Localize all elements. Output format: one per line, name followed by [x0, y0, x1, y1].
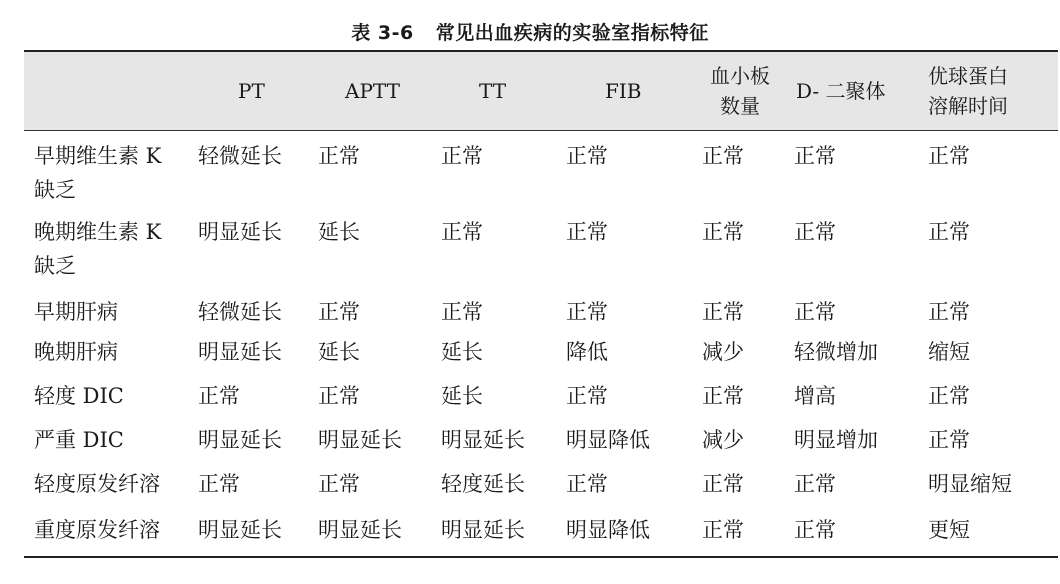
row-disease-label: 轻度 DIC — [34, 383, 124, 408]
header-label: 血小板 — [710, 64, 770, 88]
lab-indicator-table — [24, 50, 1058, 558]
table-cell: 正常 — [702, 299, 744, 324]
table-cell: 明显增加 — [794, 427, 878, 452]
table-cell: 明显延长 — [198, 339, 282, 364]
table-row — [24, 287, 1058, 331]
header-label: PT — [238, 79, 265, 103]
header-label: TT — [479, 79, 507, 103]
table-cell: 明显缩短 — [928, 471, 1012, 496]
header-label: FIB — [605, 79, 642, 103]
table-title: 常见出血疾病的实验室指标特征 — [435, 22, 709, 44]
header-fib — [562, 51, 688, 131]
table-cell: 正常 — [794, 219, 836, 244]
table-cell: 正常 — [928, 383, 970, 408]
table-cell: 正常 — [566, 471, 608, 496]
table-cell: 正常 — [928, 219, 970, 244]
table-cell: 正常 — [794, 299, 836, 324]
table-cell: 正常 — [688, 507, 792, 557]
header-euglobulin-lysis-time — [918, 51, 1058, 131]
table-cell: 明显降低 — [566, 427, 650, 452]
table-cell: 缩短 — [928, 339, 970, 364]
header-label: D- 二聚体 — [796, 79, 886, 103]
table-row — [24, 507, 1058, 557]
table-cell: 正常 — [792, 507, 918, 557]
table-cell: 明显延长 — [318, 507, 441, 557]
table-cell: 正常 — [318, 383, 360, 408]
table-cell: 延长 — [441, 339, 483, 364]
table-cell: 轻度延长 — [441, 471, 525, 496]
row-disease-label: 早期维生素 K 缺乏 — [34, 144, 162, 202]
table-cell: 正常 — [702, 471, 744, 496]
row-disease-label: 晚期肝病 — [34, 339, 118, 364]
header-blank — [24, 51, 198, 131]
table-cell: 正常 — [928, 299, 970, 324]
row-disease-label: 严重 DIC — [34, 427, 124, 452]
table-cell: 轻微延长 — [198, 299, 282, 324]
table-cell: 延长 — [318, 339, 360, 364]
table-container — [24, 50, 1058, 558]
table-cell: 正常 — [441, 219, 483, 244]
table-cell: 正常 — [702, 219, 744, 244]
table-body — [24, 131, 1058, 557]
table-cell: 延长 — [441, 383, 483, 408]
table-cell: 明显延长 — [198, 507, 318, 557]
table-row — [24, 209, 1058, 287]
table-cell: 正常 — [441, 299, 483, 324]
table-cell: 轻微增加 — [794, 339, 878, 364]
table-cell: 明显延长 — [198, 427, 282, 452]
header-d-dimer — [792, 51, 918, 131]
table-cell: 延长 — [318, 219, 360, 244]
table-caption — [0, 18, 1060, 45]
table-row — [24, 375, 1058, 419]
header-platelet-count — [688, 51, 792, 131]
table-cell: 明显延长 — [198, 219, 282, 244]
table-cell: 正常 — [566, 383, 608, 408]
table-cell: 增高 — [794, 383, 836, 408]
row-disease-label: 晚期维生素 K 缺乏 — [34, 219, 162, 278]
table-row — [24, 331, 1058, 375]
table-cell: 正常 — [318, 471, 360, 496]
table-cell: 正常 — [198, 471, 240, 496]
table-cell: 减少 — [702, 339, 744, 364]
table-cell: 减少 — [702, 427, 744, 452]
table-row — [24, 419, 1058, 463]
table-cell: 明显延长 — [441, 427, 525, 452]
header-tt — [441, 51, 562, 131]
table-cell: 正常 — [318, 299, 360, 324]
table-cell: 正常 — [566, 144, 608, 168]
table-header-row — [24, 51, 1058, 131]
header-label: 优球蛋白 — [928, 64, 1008, 88]
table-cell: 正常 — [794, 471, 836, 496]
table-cell: 正常 — [702, 383, 744, 408]
table-cell: 降低 — [566, 339, 608, 364]
row-disease-label: 轻度原发纤溶 — [34, 471, 160, 496]
table-cell: 正常 — [318, 144, 360, 168]
header-aptt — [318, 51, 441, 131]
table-cell: 正常 — [702, 144, 744, 168]
header-pt — [198, 51, 318, 131]
table-cell: 明显降低 — [562, 507, 688, 557]
header-label: 数量 — [720, 94, 760, 118]
table-row — [24, 463, 1058, 507]
table-cell: 明显延长 — [441, 507, 562, 557]
table-cell: 正常 — [566, 219, 608, 244]
row-disease-label: 重度原发纤溶 — [24, 507, 198, 557]
table-cell: 轻微延长 — [198, 144, 282, 168]
table-cell: 正常 — [441, 144, 483, 168]
table-cell: 正常 — [928, 144, 970, 168]
table-cell: 正常 — [794, 144, 836, 168]
table-cell: 更短 — [918, 507, 1058, 557]
table-row — [24, 131, 1058, 209]
table-number: 表 3-6 — [351, 22, 414, 44]
header-label: APTT — [345, 79, 400, 103]
table-cell: 正常 — [566, 299, 608, 324]
row-disease-label: 早期肝病 — [34, 299, 118, 324]
table-cell: 正常 — [928, 427, 970, 452]
header-label: 溶解时间 — [928, 94, 1008, 118]
table-cell: 明显延长 — [318, 427, 402, 452]
table-cell: 正常 — [198, 383, 240, 408]
